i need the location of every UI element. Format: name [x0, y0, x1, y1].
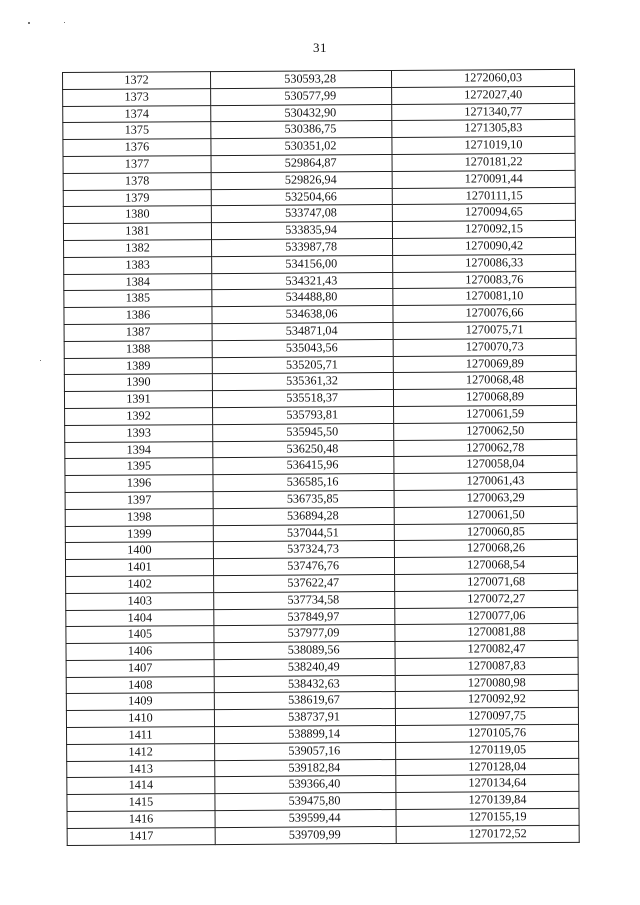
y-coordinate-cell: 1270181,22: [392, 153, 575, 171]
y-coordinate-cell: 1270092,92: [395, 691, 578, 709]
point-id-cell: 1393: [65, 424, 213, 442]
y-coordinate-cell: 1270087,83: [395, 657, 578, 675]
y-coordinate-cell: 1270081,10: [393, 288, 576, 306]
point-id-cell: 1374: [63, 105, 211, 123]
y-coordinate-cell: 1270076,66: [393, 305, 576, 323]
point-id-cell: 1394: [65, 441, 213, 459]
point-id-cell: 1407: [66, 659, 214, 677]
x-coordinate-cell: 539366,40: [215, 776, 396, 794]
point-id-cell: 1411: [67, 727, 215, 745]
point-id-cell: 1380: [63, 206, 211, 224]
x-coordinate-cell: 536894,28: [213, 507, 394, 525]
y-coordinate-cell: 1270139,84: [396, 792, 579, 810]
x-coordinate-cell: 534156,00: [212, 255, 393, 273]
x-coordinate-cell: 532504,66: [211, 188, 392, 206]
y-coordinate-cell: 1270072,27: [395, 590, 578, 608]
x-coordinate-cell: 536415,96: [213, 457, 394, 475]
x-coordinate-cell: 535361,32: [212, 373, 393, 391]
point-id-cell: 1414: [67, 777, 215, 795]
x-coordinate-cell: 533835,94: [211, 222, 392, 240]
x-coordinate-cell: 535205,71: [212, 356, 393, 374]
point-id-cell: 1376: [63, 139, 211, 157]
x-coordinate-cell: 529826,94: [211, 171, 392, 189]
point-id-cell: 1372: [63, 72, 211, 90]
point-id-cell: 1375: [63, 122, 211, 140]
point-id-cell: 1397: [65, 492, 213, 510]
x-coordinate-cell: 537622,47: [214, 574, 395, 592]
y-coordinate-cell: 1270062,50: [394, 422, 577, 440]
y-coordinate-cell: 1270068,26: [394, 540, 577, 558]
scan-speck: [40, 360, 41, 361]
point-id-cell: 1399: [65, 525, 213, 543]
point-id-cell: 1402: [66, 575, 214, 593]
point-id-cell: 1382: [64, 240, 212, 258]
point-id-cell: 1408: [66, 676, 214, 694]
point-id-cell: 1409: [66, 693, 214, 711]
scan-speck: [28, 22, 30, 24]
x-coordinate-cell: 539709,99: [215, 826, 396, 844]
x-coordinate-cell: 537324,73: [213, 541, 394, 559]
y-coordinate-cell: 1271305,83: [392, 120, 575, 138]
y-coordinate-cell: 1270068,54: [394, 556, 577, 574]
point-id-cell: 1401: [65, 559, 213, 577]
y-coordinate-cell: 1271340,77: [392, 103, 575, 121]
y-coordinate-cell: 1270092,15: [392, 221, 575, 239]
table-row: [67, 825, 579, 845]
y-coordinate-cell: 1270062,78: [394, 439, 577, 457]
coordinate-table-container: [62, 69, 579, 846]
y-coordinate-cell: 1270091,44: [392, 170, 575, 188]
x-coordinate-cell: 530386,75: [211, 121, 392, 139]
x-coordinate-cell: 535043,56: [212, 339, 393, 357]
x-coordinate-cell: 535793,81: [213, 406, 394, 424]
page-number: 31: [313, 40, 327, 55]
x-coordinate-cell: 533987,78: [212, 238, 393, 256]
y-coordinate-cell: 1270061,43: [394, 472, 577, 490]
x-coordinate-cell: 537044,51: [213, 524, 394, 542]
y-coordinate-cell: 1270080,98: [395, 674, 578, 692]
point-id-cell: 1391: [64, 391, 212, 409]
y-coordinate-cell: 1270111,15: [392, 187, 575, 205]
y-coordinate-cell: 1270077,06: [395, 607, 578, 625]
x-coordinate-cell: 535518,37: [212, 390, 393, 408]
point-id-cell: 1379: [63, 189, 211, 207]
point-id-cell: 1383: [64, 256, 212, 274]
y-coordinate-cell: 1272060,03: [391, 69, 574, 87]
x-coordinate-cell: 538619,67: [214, 692, 395, 710]
point-id-cell: 1387: [64, 324, 212, 342]
x-coordinate-cell: 536735,85: [213, 490, 394, 508]
y-coordinate-cell: 1270090,42: [393, 237, 576, 255]
point-id-cell: 1395: [65, 458, 213, 476]
point-id-cell: 1405: [66, 626, 214, 644]
point-id-cell: 1389: [64, 357, 212, 375]
y-coordinate-cell: 1270094,65: [392, 204, 575, 222]
y-coordinate-cell: 1270128,04: [396, 758, 579, 776]
x-coordinate-cell: 538432,63: [214, 675, 395, 693]
point-id-cell: 1417: [67, 827, 215, 845]
x-coordinate-cell: 533747,08: [211, 205, 392, 223]
point-id-cell: 1396: [65, 475, 213, 493]
point-id-cell: 1413: [67, 760, 215, 778]
point-id-cell: 1373: [63, 88, 211, 106]
point-id-cell: 1388: [64, 340, 212, 358]
y-coordinate-cell: 1270083,76: [393, 271, 576, 289]
point-id-cell: 1392: [65, 408, 213, 426]
point-id-cell: 1386: [64, 307, 212, 325]
x-coordinate-cell: 534321,43: [212, 272, 393, 290]
point-id-cell: 1410: [66, 710, 214, 728]
coordinate-table: [62, 69, 580, 846]
y-coordinate-cell: 1270071,68: [395, 573, 578, 591]
x-coordinate-cell: 534638,06: [212, 306, 393, 324]
x-coordinate-cell: 534871,04: [212, 322, 393, 340]
y-coordinate-cell: 1270082,47: [395, 640, 578, 658]
point-id-cell: 1415: [67, 794, 215, 812]
scan-speck: [64, 22, 65, 23]
point-id-cell: 1381: [63, 223, 211, 241]
x-coordinate-cell: 538899,14: [215, 726, 396, 744]
y-coordinate-cell: 1270155,19: [396, 808, 579, 826]
y-coordinate-cell: 1270081,88: [395, 624, 578, 642]
x-coordinate-cell: 537849,97: [214, 608, 395, 626]
y-coordinate-cell: 1270060,85: [394, 523, 577, 541]
y-coordinate-cell: 1270097,75: [395, 708, 578, 726]
x-coordinate-cell: 538737,91: [214, 709, 395, 727]
x-coordinate-cell: 536250,48: [213, 440, 394, 458]
y-coordinate-cell: 1270063,29: [394, 489, 577, 507]
point-id-cell: 1406: [66, 643, 214, 661]
x-coordinate-cell: 536585,16: [213, 474, 394, 492]
point-id-cell: 1385: [64, 290, 212, 308]
x-coordinate-cell: 538089,56: [214, 642, 395, 660]
y-coordinate-cell: 1270134,64: [396, 775, 579, 793]
y-coordinate-cell: 1270086,33: [393, 254, 576, 272]
x-coordinate-cell: 537734,58: [214, 591, 395, 609]
x-coordinate-cell: 539475,80: [215, 793, 396, 811]
x-coordinate-cell: 530593,28: [211, 70, 392, 88]
x-coordinate-cell: 538240,49: [214, 658, 395, 676]
y-coordinate-cell: 1270068,89: [393, 389, 576, 407]
point-id-cell: 1412: [67, 743, 215, 761]
y-coordinate-cell: 1270069,89: [393, 355, 576, 373]
x-coordinate-cell: 537476,76: [213, 558, 394, 576]
point-id-cell: 1398: [65, 508, 213, 526]
x-coordinate-cell: 539182,84: [215, 759, 396, 777]
y-coordinate-cell: 1270061,50: [394, 506, 577, 524]
x-coordinate-cell: 534488,80: [212, 289, 393, 307]
point-id-cell: 1403: [66, 592, 214, 610]
y-coordinate-cell: 1270119,05: [396, 741, 579, 759]
x-coordinate-cell: 535945,50: [213, 423, 394, 441]
point-id-cell: 1390: [64, 374, 212, 392]
y-coordinate-cell: 1270058,04: [394, 456, 577, 474]
y-coordinate-cell: 1270070,73: [393, 338, 576, 356]
point-id-cell: 1416: [67, 811, 215, 829]
y-coordinate-cell: 1272027,40: [392, 86, 575, 104]
x-coordinate-cell: 539057,16: [215, 742, 396, 760]
point-id-cell: 1400: [65, 542, 213, 560]
point-id-cell: 1404: [66, 609, 214, 627]
x-coordinate-cell: 530351,02: [211, 138, 392, 156]
x-coordinate-cell: 530432,90: [211, 104, 392, 122]
x-coordinate-cell: 530577,99: [211, 87, 392, 105]
point-id-cell: 1378: [63, 172, 211, 190]
point-id-cell: 1384: [64, 273, 212, 291]
y-coordinate-cell: 1270061,59: [394, 405, 577, 423]
point-id-cell: 1377: [63, 156, 211, 174]
y-coordinate-cell: 1271019,10: [392, 137, 575, 155]
x-coordinate-cell: 537977,09: [214, 625, 395, 643]
x-coordinate-cell: 529864,87: [211, 154, 392, 172]
y-coordinate-cell: 1270172,52: [396, 825, 579, 843]
x-coordinate-cell: 539599,44: [215, 810, 396, 828]
y-coordinate-cell: 1270105,76: [395, 724, 578, 742]
y-coordinate-cell: 1270068,48: [393, 372, 576, 390]
coordinate-table-body: [63, 69, 580, 845]
y-coordinate-cell: 1270075,71: [393, 321, 576, 339]
